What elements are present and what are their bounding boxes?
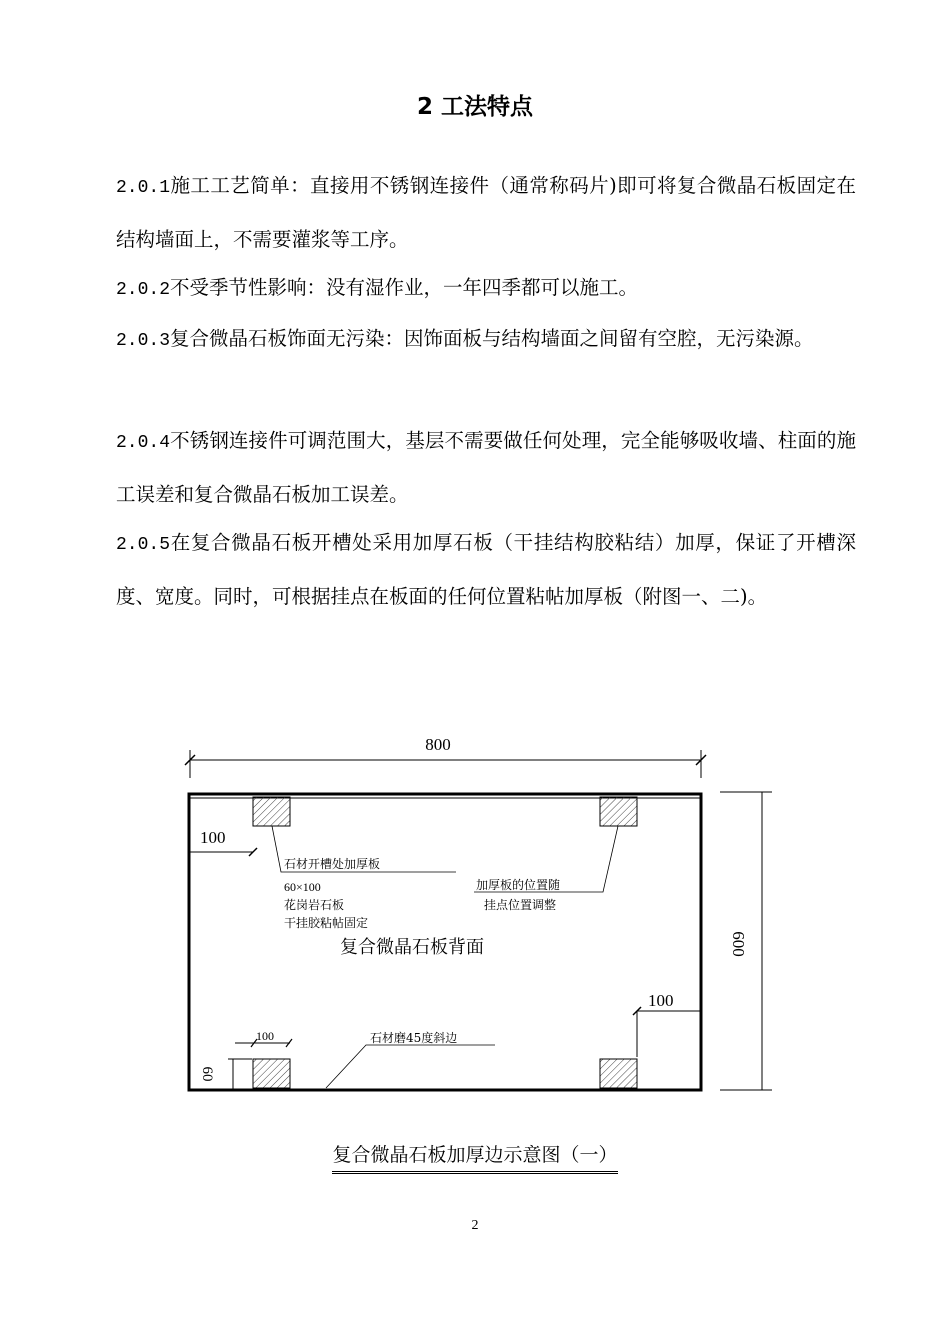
thickening-block-bottom-right (600, 1059, 637, 1088)
small-width-dimension (235, 1029, 292, 1047)
label-position-line2: 挂点位置调整 (484, 898, 557, 912)
clause-text: 在复合微晶石板开槽处采用加厚石板（干挂结构胶粘结）加厚，保证了开槽深度、宽度。同时，可根据挂点在板面的任何位置粘帖加厚板（附图一、二)。 (116, 531, 856, 608)
figure-caption (0, 1140, 950, 1174)
paragraph-2-0-3 (116, 313, 856, 367)
height-dimension (720, 792, 772, 1090)
height-dimension-label: 600 (729, 931, 748, 957)
clause-text: 不受季节性影响：没有湿作业，一年四季都可以施工。 (170, 276, 639, 299)
thickened-edge-diagram (0, 700, 950, 1200)
paragraph-2-0-2 (116, 262, 856, 316)
label-thick-board: 石材开槽处加厚板 (284, 857, 381, 871)
right-offset-label: 100 (648, 991, 674, 1010)
clause-text: 不锈钢连接件可调范围大，基层不需要做任何处理，完全能够吸收墙、柱面的施工误差和复合微晶石板加工误差。 (116, 429, 856, 506)
paragraph-2-0-4 (116, 415, 856, 520)
small-width-label: 100 (256, 1029, 274, 1043)
label-glue: 干挂胶粘帖固定 (284, 916, 369, 930)
page-number: 2 (471, 1218, 479, 1233)
small-height-dimension (199, 1059, 252, 1090)
label-granite: 花岗岩石板 (284, 898, 345, 912)
figure-caption-text: 复合微晶石板加厚边示意图（一） (332, 1140, 617, 1174)
clause-text: 复合微晶石板饰面无污染：因饰面板与结构墙面之间留有空腔，无污染源。 (170, 327, 814, 350)
thickening-block-top-left (253, 797, 290, 826)
clause-number: 2.0.1 (116, 178, 171, 198)
paragraph-2-0-5 (116, 517, 856, 622)
small-height-label: 60 (199, 1066, 215, 1082)
label-size: 60×100 (284, 880, 321, 894)
clause-text: 施工工艺简单：直接用不锈钢连接件（通常称码片)即可将复合微晶石板固定在结构墙面上，不需要灌浆等工序。 (116, 174, 856, 251)
width-dimension (185, 735, 706, 778)
label-bevel: 石材磨45度斜边 (370, 1031, 458, 1045)
paragraph-2-0-1 (116, 160, 856, 265)
label-panel-back: 复合微晶石板背面 (340, 937, 484, 958)
left-offset-label: 100 (200, 828, 226, 847)
left-offset-dimension (190, 828, 257, 856)
thickening-block-bottom-left (253, 1059, 290, 1088)
clause-number: 2.0.3 (116, 331, 171, 351)
right-offset-dimension (633, 991, 701, 1057)
label-position-line1: 加厚板的位置随 (476, 878, 561, 892)
clause-number: 2.0.2 (116, 280, 171, 300)
section-title: 2 工法特点 (416, 94, 533, 120)
leader-bevel (326, 1045, 495, 1088)
thickening-block-top-right (600, 797, 637, 826)
clause-number: 2.0.5 (116, 535, 171, 555)
clause-number: 2.0.4 (116, 433, 171, 453)
width-dimension-label: 800 (425, 735, 451, 754)
